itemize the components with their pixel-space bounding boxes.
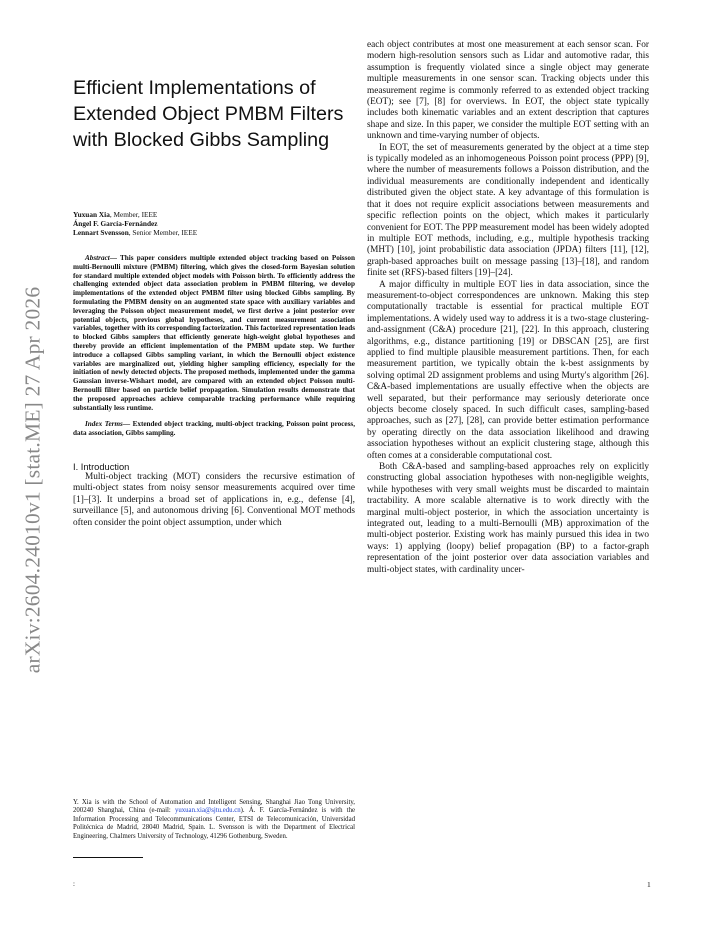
affiliation-footnote: Y. Xia is with the School of Automation and Intelligent Sensing, Shanghai Jiao Tong University, 200240 Shanghai, China (e-mail: yuxuan.xia@sjtu.edu.cn). Á. F. García-Fernández is with the Information Processing and Telecommunications Center, ETSI de Telecomunicación, Universidad Politécnica de Madrid, 28040 Madrid, Spain. L. Svensson is with the Department of Electrical Engineering, Chalmers University of Technology, 41296 Gothenburg, Sweden. <box>73 799 355 840</box>
section-heading-introduction: I. Introduction <box>73 461 130 472</box>
paragraph: In EOT, the set of measurements generated by the object at a time step is typically modeled as an inhomogeneous Poisson point process (PPP) [9], where the number of measurements follows a Poisson distribution, and the individual measurements are conditionally independent and identically distributed given the object state. A key advantage of this formulation is that it does not require explicit associations between measurements and specific reflection points on the object, which makes it particularly convenient for EOT. The PPP measurement model has been widely adopted in multiple EOT methods, including, e.g., multiple hypothesis tracking (MHT) [10], joint probabilistic data association (JPDA) filters [11], [12], graph-based approaches built on message passing [13]–[18], and random finite set (RFS)-based filters [19]–[24]. <box>367 142 649 279</box>
author-2: Ángel F. García-Fernández <box>73 219 158 228</box>
paragraph: each object contributes at most one measurement at each sensor scan. For modern high-resolution sensors such as Lidar and automotive radar, this assumption is frequently violated since a single object may generate multiple measurements in one sensor scan. Tracking objects under this measurement regime is commonly referred to as extended object tracking (EOT); see [7], [8] for overviews. In EOT, the object state typically includes both kinematic variables and an extent description that captures shape and size. In this paper, we consider the multiple EOT setting with an unknown and time-varying number of objects. <box>367 40 649 142</box>
paragraph: A major difficulty in multiple EOT lies in data association, since the measurement-to-object correspondences are unknown. Making this step computationally tractable is essential for practical multiple EOT implementations. A widely used way to address it is a two-stage clustering-and-assignment (C&A) procedure [21], [22]. In this approach, clustering algorithms, e.g., distance partitioning [19] or DBSCAN [25], are first applied to find multiple plausible measurement partitions. Then, for each measurement partition, we typically obtain the k-best assignments by solving optimal 2D assignment problems and using Murty's algorithm [26]. C&A-based implementations are usually effective when the objects are well separated, but their performance may seriously deteriorate once objects become closely spaced. In such difficult cases, sampling-based approaches, such as [27], [28], can provide better estimation performance by operating directly on the data association likelihood and drawing association hypotheses without an explicit clustering stage, although this often comes at a considerable computational cost. <box>367 279 649 461</box>
author-1: Yuxuan Xia, Member, IEEE <box>73 210 158 219</box>
footnote-rule <box>73 857 143 858</box>
index-terms: Index Terms— Extended object tracking, multi-object tracking, Poisson point process, data association, Gibbs sampling. <box>73 420 355 438</box>
email-link[interactable]: yuxuan.xia@sjtu.edu.cn <box>174 807 241 815</box>
right-column <box>367 40 649 576</box>
index-terms-label: Index Terms <box>85 420 123 429</box>
paragraph: Both C&A-based and sampling-based approaches rely on explicitly constructing global association hypotheses with non-negligible weights, while hypotheses with very small weights must be discarded to maintain tractability. A more scalable alternative is to work directly with the marginal multi-object posterior, in which the association uncertainty is integrated out, leading to a multi-Bernoulli (MB) approximation of the multi-object posterior. Existing work has mainly pursued this idea in two ways: 1) applying (loopy) belief propagation (BP) to a factor-graph representation of the joint posterior over data association variables and multi-object states, with cardinality uncer- <box>367 462 649 575</box>
page-footer-colon: : <box>73 880 75 888</box>
page-number: 1 <box>647 880 651 889</box>
abstract-label: Abstract <box>85 254 110 262</box>
author-list <box>73 210 355 237</box>
abstract: Abstract— This paper considers multiple extended object tracking based on Poisson multi-Bernoulli mixture (PMBM) filtering, which gives the closed-form Bayesian solution for standard multiple extended object models with Poisson birth. To efficiently address the challenging extended object data association problem in PMBM filtering, we develop implementations of the extended object PMBM filter using blocked Gibbs sampling. By formulating the PMBM density on an augmented state space with auxiliary variables and leveraging the Poisson object measurement model, we first derive a joint posterior over potential objects, previous global hypotheses, and current measurement association variables, together with its corresponding factorization. This factorized representation leads to blocked Gibbs samplers that efficiently generate high-weight global hypotheses and thereby provide an efficient implementation of the PMBM update step. We further introduce a collapsed Gibbs sampling variant, in which the Bernoulli object existence variables are marginalized out, yielding higher sampling efficiency, especially for the initiation of newly detected objects. The proposed methods, implemented under the gamma Gaussian inverse-Wishart model, are compared with an extended object Poisson multi-Bernoulli filter based on particle belief propagation. Simulation results demonstrate that the proposed approaches achieve comparable tracking performance while requiring substantially less runtime. <box>73 254 355 412</box>
author-3: Lennart Svensson, Senior Member, IEEE <box>73 228 198 237</box>
arxiv-stamp: arXiv:2604.24010v1 [stat.ME] 27 Apr 2026 <box>20 286 45 674</box>
left-column <box>73 75 355 529</box>
intro-left-body <box>73 472 355 529</box>
paper-title: Efficient Implementations of Extended Object PMBM Filters with Blocked Gibbs Sampling <box>73 77 344 151</box>
paragraph: Multi-object tracking (MOT) considers the recursive estimation of multi-object states from noisy sensor measurements acquired over time [1]–[3]. It underpins a broad set of applications in, e.g., defense [4], surveillance [5], and autonomous driving [6]. Conventional MOT methods often consider the point object assumption, under which <box>73 471 355 528</box>
